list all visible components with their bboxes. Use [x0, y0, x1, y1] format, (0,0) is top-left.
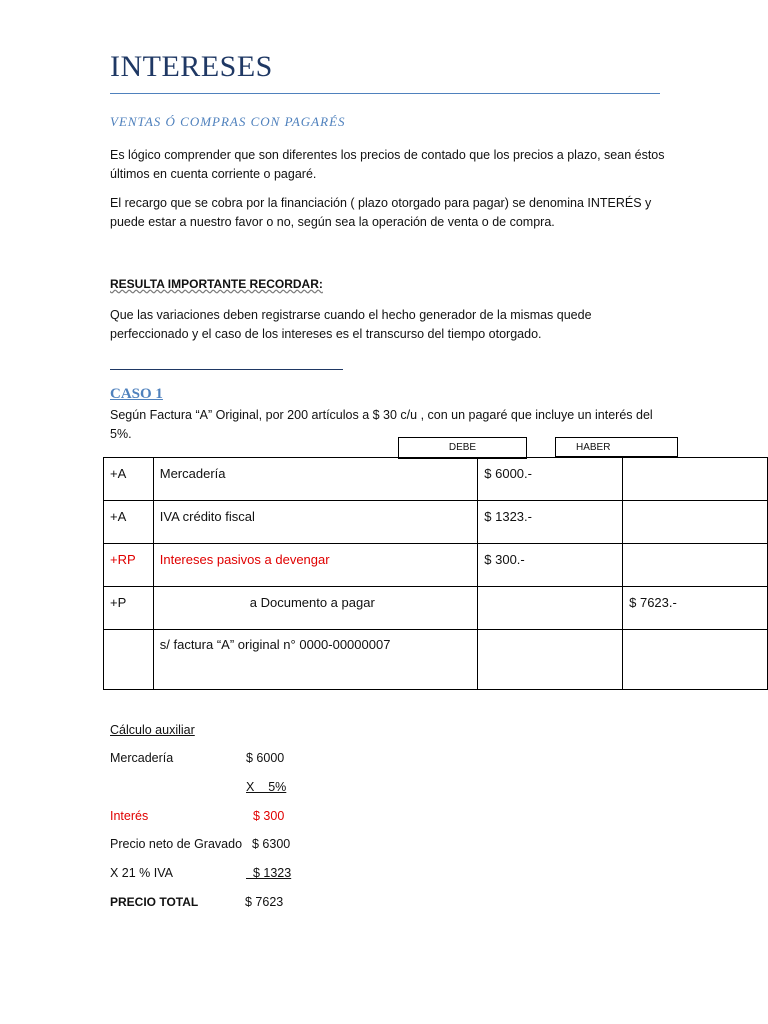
- haber-header: HABER: [555, 437, 678, 457]
- entry-debe: [478, 587, 623, 630]
- calc-label: Interés: [110, 809, 149, 823]
- calc-label: X 21 % IVA: [110, 866, 173, 880]
- entry-account: Intereses pasivos a devengar: [153, 544, 478, 587]
- table-row: [104, 501, 768, 544]
- entry-code: [104, 630, 154, 690]
- entry-debe: $ 300.-: [478, 544, 623, 587]
- entry-haber: [623, 458, 768, 501]
- paragraph-1: Es lógico comprender que son diferentes los precios de contado que los precios a plazo, sean éstos últimos en cuenta corriente o pagaré.: [110, 148, 665, 181]
- paragraph-2: El recargo que se cobra por la financiación ( plazo otorgado para pagar) se denomina INTERÉS y puede estar a nuestro favor o no, según sea la operación de venta o de compra.: [110, 196, 652, 229]
- entry-account: Mercadería: [153, 458, 478, 501]
- calc-value: $ 6000: [246, 751, 285, 765]
- section-divider: [110, 369, 343, 370]
- entry-haber: $ 7623.-: [623, 587, 768, 630]
- entry-debe: $ 1323.-: [478, 501, 623, 544]
- entry-account: a Documento a pagar: [153, 587, 478, 630]
- title-divider: [110, 93, 660, 94]
- entry-account: s/ factura “A” original n° 0000-00000007: [153, 630, 478, 690]
- paragraph-3: Que las variaciones deben registrarse cuando el hecho generador de la mismas quede perfeccionado y el caso de los intereses es el transcurso del tiempo otorgado.: [110, 308, 592, 341]
- entry-code: +A: [104, 458, 154, 501]
- entry-haber: [623, 501, 768, 544]
- caso-description: Según Factura “A” Original, por 200 artículos a $ 30 c/u , con un pagaré que incluye un interés del 5%.: [110, 408, 653, 441]
- entry-account: IVA crédito fiscal: [153, 501, 478, 544]
- entry-code: +RP: [104, 544, 154, 587]
- table-row: [104, 458, 768, 501]
- journal-table: [103, 457, 768, 690]
- calc-title: Cálculo auxiliar: [110, 723, 195, 737]
- important-heading: RESULTA IMPORTANTE RECORDAR:: [110, 277, 323, 291]
- page-title: INTERESES: [110, 50, 273, 83]
- entry-code: +A: [104, 501, 154, 544]
- calc-value: $ 6300: [252, 837, 291, 851]
- table-row: [104, 544, 768, 587]
- calc-value: $ 1323: [246, 866, 292, 880]
- entry-code: +P: [104, 587, 154, 630]
- calc-label: Mercadería: [110, 751, 174, 765]
- calc-label: Precio neto de Gravado: [110, 837, 243, 851]
- calc-value: $ 300: [253, 809, 285, 823]
- entry-haber: [623, 544, 768, 587]
- calc-value: X 5%: [246, 780, 287, 794]
- section-subtitle: VENTAS Ó COMPRAS CON PAGARÉS: [110, 114, 346, 129]
- entry-debe: [478, 630, 623, 690]
- calc-value: $ 7623: [245, 895, 284, 909]
- entry-debe: $ 6000.-: [478, 458, 623, 501]
- calc-label: PRECIO TOTAL: [110, 895, 199, 909]
- debe-header: DEBE: [398, 437, 527, 459]
- table-row: [104, 587, 768, 630]
- entry-haber: [623, 630, 768, 690]
- caso-title: CASO 1: [110, 386, 163, 402]
- table-row: [104, 630, 768, 690]
